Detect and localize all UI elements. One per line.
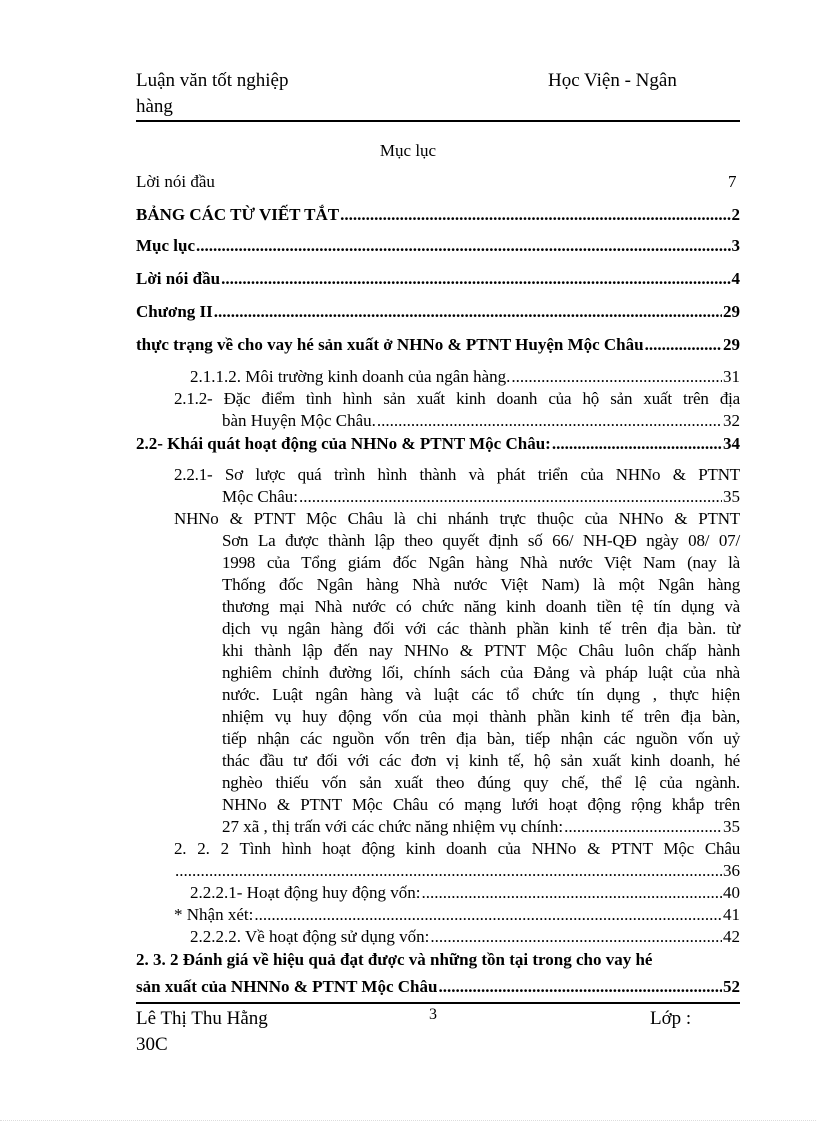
page-edge (0, 1120, 816, 1121)
leader-dots (340, 204, 730, 226)
leader-dots (438, 976, 722, 998)
leader-dots (299, 486, 722, 508)
paragraph-line: Thống đốc Ngân hàng Nhà nước Việt Nam) là một Ngân hàng (222, 575, 740, 594)
footer-page-number: 3 (429, 1006, 437, 1023)
toc-entry[interactable] (136, 204, 740, 226)
header-right: Học Viện - Ngân (548, 70, 677, 91)
leader-dots (254, 904, 722, 926)
footer-author: Lê Thị Thu Hằng (136, 1008, 268, 1029)
toc-entry-page: 4 (731, 269, 740, 288)
toc-entry[interactable] (136, 268, 740, 290)
leader-dots (430, 926, 722, 948)
leader-dots (511, 366, 722, 388)
toc-entry[interactable] (190, 926, 740, 948)
toc-entry-label: thực trạng về cho vay hé sản xuất ở NHNo & PTNT Huyện Mộc Châu (136, 335, 644, 354)
toc-entry-label: BẢNG CÁC TỪ VIẾT TẮT (136, 205, 340, 224)
paragraph-line: thác đầu tư đối với các đơn vị kinh tế, hộ sản xuất kinh doanh, hé (222, 751, 740, 770)
leader-dots (645, 334, 722, 356)
toc-entry[interactable] (136, 976, 740, 998)
leader-dots (421, 882, 722, 904)
header-rule (136, 120, 740, 122)
toc-entry-label: 2.1.1.2. Môi trường kinh doanh của ngân hàng. (190, 367, 511, 386)
toc-entry-page: 40 (723, 883, 740, 902)
paragraph-line: 1998 của Tổng giám đốc Ngân hàng Nhà nước Việt Nam (nay là (222, 553, 740, 572)
footer-class-label: Lớp : (650, 1008, 692, 1029)
toc-entry-label: Lời nói đầu (136, 172, 215, 191)
toc-entry-label: 27 xã , thị trấn với các chức năng nhiệm vụ chính: (222, 817, 564, 836)
toc-entry-page: 29 (723, 335, 740, 354)
toc-entry[interactable] (136, 301, 740, 323)
footer-class-value: 30C (136, 1034, 168, 1055)
toc-entry-page: 52 (723, 977, 740, 996)
toc-entry-page: 34 (723, 434, 740, 453)
toc-entry-page: 32 (723, 411, 740, 430)
toc-entry[interactable] (136, 334, 740, 356)
paragraph-line: NHNo & PTNT Mộc Châu có mạng lưới hoạt động rộng khắp trên (222, 795, 740, 814)
toc-entry-page: 29 (723, 302, 740, 321)
footer-rule (136, 1002, 740, 1004)
toc-entry[interactable] (174, 904, 740, 926)
toc-entry-page: 7 (728, 172, 737, 191)
leader-dots (221, 268, 730, 290)
toc-entry[interactable] (136, 235, 740, 257)
leader-dots (214, 301, 722, 323)
paragraph-line: thương mại Nhà nước có chức năng kinh doanh tiền tệ tín dụng và (222, 597, 740, 616)
toc-entry-page: 41 (723, 905, 740, 924)
paragraph-line: nghèo thiếu vốn sản xuất theo đúng quy chế, thể lệ của ngành. (222, 773, 740, 792)
toc-entry-page: 42 (723, 927, 740, 946)
toc-title: Mục lục (379, 141, 437, 160)
leader-dots (196, 235, 730, 257)
toc-entry-label: 2.2.2.1- Hoạt động huy động vốn: (190, 883, 421, 902)
header-left-cont: hàng (136, 96, 173, 117)
toc-entry[interactable] (190, 882, 740, 904)
toc-entry-label: bàn Huyện Mộc Châu. (222, 411, 376, 430)
toc-entry-label: Lời nói đầu (136, 269, 221, 288)
toc-entry-label[interactable]: 2.1.2- Đặc điểm tình hình sản xuất kinh doanh của hộ sản xuất trên địa (174, 389, 740, 408)
toc-entry-label[interactable]: 2. 2. 2 Tình hình hoạt động kinh doanh của NHNo & PTNT Mộc Châu (174, 839, 740, 858)
toc-entry[interactable] (190, 366, 740, 388)
paragraph-line: nước. Luật ngân hàng và luật các tổ chức tín dụng , thực hiện (222, 685, 740, 704)
paragraph-line: nhiệm vụ huy động vốn của mọi thành phần kinh tế trên địa bàn, (222, 707, 740, 726)
paragraph-line: NHNo & PTNT Mộc Châu là chi nhánh trực thuộc của NHNo & PTNT (174, 509, 740, 528)
paragraph-line: nghiêm chỉnh đường lối, chính sách của Đảng và pháp luật của nhà (222, 663, 740, 682)
toc-entry-page: 3 (731, 236, 740, 255)
leader-dots (552, 433, 722, 455)
header-left: Luận văn tốt nghiệp (136, 70, 289, 91)
toc-entry-label: Mục lục (136, 236, 196, 255)
toc-entry-page: 35 (723, 487, 740, 506)
paragraph-line: Sơn La được thành lập theo quyết định số 66/ NH-QĐ ngày 08/ 07/ (222, 531, 740, 550)
paragraph-line: khi thành lập đến nay NHNo & PTNT Mộc Châu luôn chấp hành (222, 641, 740, 660)
toc-entry[interactable] (174, 860, 740, 882)
toc-entry-page: 36 (723, 861, 740, 880)
toc-entry-label: Mộc Châu: (222, 487, 299, 506)
toc-entry-label[interactable]: 2. 3. 2 Đánh giá về hiệu quả đạt được và những tồn tại trong cho vay hé (136, 950, 653, 969)
toc-entry[interactable] (222, 410, 740, 432)
toc-entry[interactable] (222, 486, 740, 508)
leader-dots (175, 860, 722, 882)
toc-entry-label[interactable]: 2.2.1- Sơ lược quá trình hình thành và phát triển của NHNo & PTNT (174, 465, 740, 484)
toc-entry-page: 2 (731, 205, 740, 224)
toc-entry-page: 35 (723, 817, 740, 836)
leader-dots (377, 410, 722, 432)
toc-entry-label: 2.2.2.2. Về hoạt động sử dụng vốn: (190, 927, 430, 946)
paragraph-line: tiếp nhận các nguồn vốn trên địa bàn, tiếp nhận các nguồn vốn uỷ (222, 729, 740, 748)
leader-dots (564, 816, 722, 838)
toc-entry-page: 31 (723, 367, 740, 386)
toc-entry-label: * Nhận xét: (174, 905, 254, 924)
toc-entry-label: 2.2- Khái quát hoạt động của NHNo & PTNT Mộc Châu: (136, 434, 551, 453)
toc-entry[interactable] (136, 433, 740, 455)
toc-entry-label: sản xuất của NHNNo & PTNT Mộc Châu (136, 977, 438, 996)
toc-entry-label: Chương II (136, 302, 213, 321)
toc-entry (222, 816, 740, 838)
paragraph-line: dịch vụ ngân hàng đối với các thành phần kinh tế trên địa bàn. từ (222, 619, 740, 638)
